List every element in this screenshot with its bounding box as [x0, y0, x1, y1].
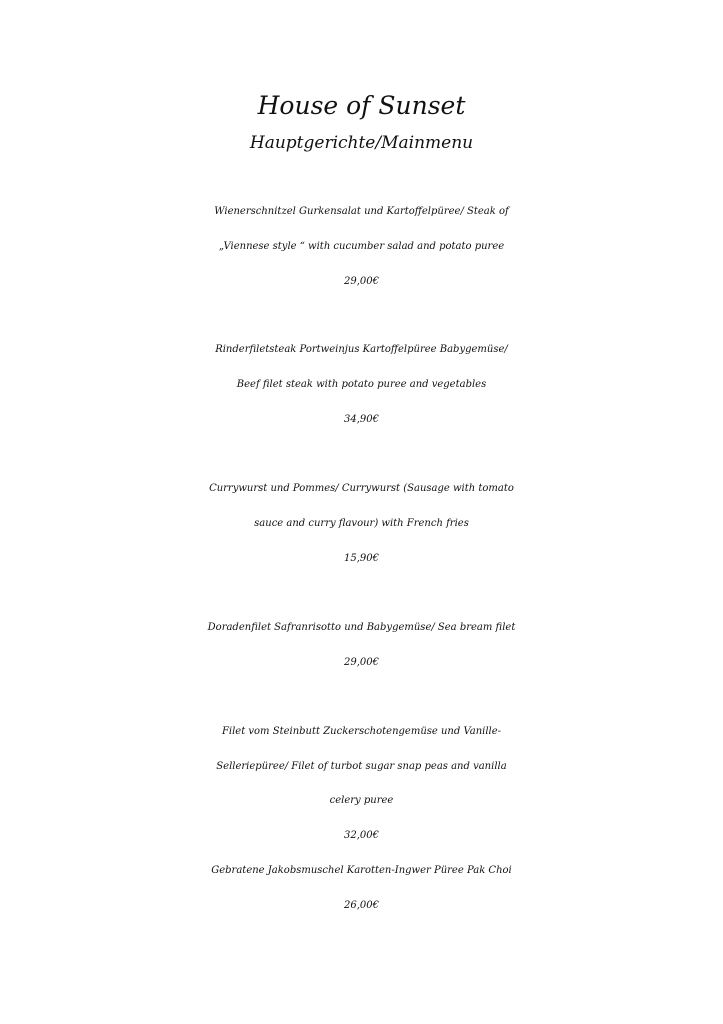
menu-item-2-line-1: Rinderfiletsteak Portweinjus Kartoffelpüree Babygemüse/	[215, 344, 508, 355]
menu-item-6-line-1: Gebratene Jakobsmuschel Karotten-Ingwer Püree Pak Choi	[211, 865, 512, 876]
menu-item-3-line-2: sauce and curry flavour) with French fries	[254, 518, 469, 529]
menu-item-2-price: 34,90€	[344, 414, 379, 425]
menu-item-1-line-1: Wienerschnitzel Gurkensalat und Kartoffelpüree/ Steak of	[214, 206, 509, 217]
menu-item-5-line-3: celery puree	[329, 795, 394, 806]
menu-item-1-price: 29,00€	[344, 276, 379, 287]
restaurant-title: House of Sunset	[257, 91, 466, 120]
menu-item-2-line-2: Beef filet steak with potato puree and vegetables	[236, 379, 487, 390]
menu-subtitle: Hauptgerichte/Mainmenu	[249, 133, 474, 153]
menu-item-5-line-1: Filet vom Steinbutt Zuckerschotengemüse und Vanille-	[221, 726, 502, 737]
menu-item-4-line-1: Doradenfilet Safranrisotto und Babygemüse/ Sea bream filet	[207, 622, 516, 633]
menu-item-3-price: 15,90€	[344, 553, 379, 564]
menu-item-1-line-2: „Viennese style “ with cucumber salad and potato puree	[218, 241, 505, 252]
menu-item-4-price: 29,00€	[344, 657, 379, 668]
menu-item-5-line-2: Selleriepüree/ Filet of turbot sugar snap peas and vanilla	[216, 761, 507, 772]
menu-item-6-price: 26,00€	[344, 900, 379, 911]
menu-item-5-price: 32,00€	[344, 830, 379, 841]
menu-item-3-line-1: Currywurst und Pommes/ Currywurst (Sausage with tomato	[209, 483, 514, 494]
